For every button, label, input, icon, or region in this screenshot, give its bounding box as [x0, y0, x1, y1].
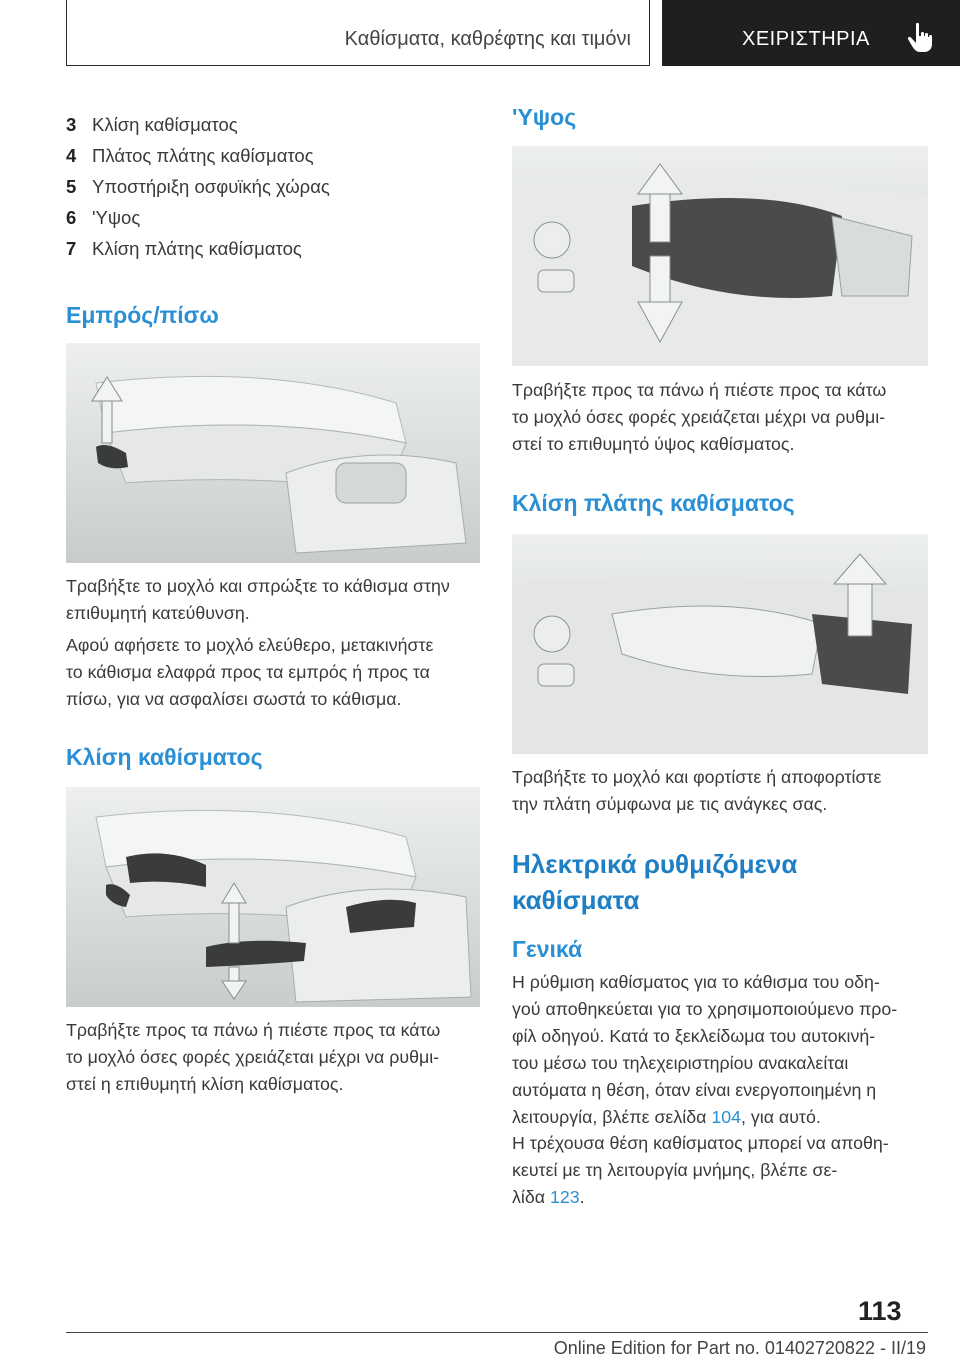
list-number: 7 — [66, 238, 77, 259]
heading-electric-seats — [512, 846, 797, 918]
text-line: στεί το επιθυμητό ύψος καθίσματος. — [512, 434, 795, 454]
text-line — [512, 1104, 928, 1131]
text-line: Τραβήξτε προς τα πάνω ή πιέστε προς τα κάτω — [66, 1020, 441, 1040]
page-number: 113 — [858, 1296, 902, 1326]
list-text: Υποστήριξη οσφυϊκής χώρας — [92, 176, 330, 197]
text-line: Η ρύθμιση καθίσματος για το κάθισμα του οδη- — [512, 972, 880, 992]
text-line: πίσω, για να ασφαλίσει σωστά το κάθισμα. — [66, 689, 402, 709]
text-fragment: λίδα — [512, 1187, 550, 1207]
text-line: κευτεί με τη λειτουργία μνήμης, βλέπε σε- — [512, 1160, 838, 1180]
heading-seat-tilt: Κλίση καθίσματος — [66, 744, 263, 770]
heading-line: καθίσματα — [512, 885, 640, 915]
list-text: Πλάτος πλάτης καθίσματος — [92, 145, 314, 166]
text-line: αυτόματα η θέση, όταν είναι ενεργοποιημένη η — [512, 1080, 877, 1100]
edition-note: Online Edition for Part no. 01402720822 - II/19 — [553, 1338, 926, 1358]
footer-divider — [66, 1332, 928, 1333]
text-fragment: . — [579, 1187, 585, 1207]
list-number: 3 — [66, 114, 77, 135]
text-fragment: , για αυτό. — [740, 1107, 821, 1127]
page-link-104[interactable]: 104 — [711, 1107, 741, 1127]
paragraph-seat-tilt — [66, 1017, 480, 1098]
chapter-tab-label: ΧΕΙΡΙΣΤΗΡΙΑ — [742, 28, 870, 50]
text-line: Αφού αφήσετε το μοχλό ελεύθερο, μετακινήστε — [66, 635, 434, 655]
header-section-box — [66, 0, 650, 66]
text-line: Τραβήξτε το μοχλό και σπρώξτε το κάθισμα στην — [66, 576, 450, 596]
text-line: Τραβήξτε το μοχλό και φορτίστε ή αποφορτίστε — [512, 767, 882, 787]
hand-pointer-icon — [906, 22, 936, 54]
list-text: Κλίση πλάτης καθίσματος — [92, 238, 302, 259]
heading-forward-back: Εμπρός/πίσω — [66, 302, 219, 328]
section-title: Καθίσματα, καθρέφτης και τιμόνι — [344, 28, 631, 50]
seat-tilt-image — [66, 787, 480, 1007]
paragraph-forward-back-2 — [66, 632, 480, 713]
text-line — [512, 1184, 928, 1211]
paragraph-backrest — [512, 764, 928, 818]
text-line: επιθυμητή κατεύθυνση. — [66, 603, 250, 623]
text-line: Η τρέχουσα θέση καθίσματος μπορεί να αποθη- — [512, 1133, 889, 1153]
paragraph-forward-back-1 — [66, 573, 480, 627]
chapter-tab[interactable] — [662, 0, 960, 66]
list-text: Κλίση καθίσματος — [92, 114, 238, 135]
text-fragment: λειτουργία, βλέπε σελίδα — [512, 1107, 712, 1127]
heading-line: Ηλεκτρικά ρυθμιζόμενα — [512, 849, 798, 879]
paragraph-electric-1 — [512, 969, 928, 1131]
paragraph-height — [512, 377, 928, 458]
seat-height-image — [512, 146, 928, 366]
heading-general: Γενικά — [512, 936, 583, 962]
list-number: 5 — [66, 176, 77, 197]
heading-height: 'Υψος — [512, 104, 577, 130]
text-line: στεί η επιθυμητή κλίση καθίσματος. — [66, 1074, 344, 1094]
paragraph-electric-2 — [512, 1130, 928, 1211]
heading-backrest: Κλίση πλάτης καθίσματος — [512, 490, 795, 516]
text-line: το κάθισμα ελαφρά προς τα εμπρός ή προς τα — [66, 662, 430, 682]
text-line: γού αποθηκεύεται για το χρησιμοποιούμενο προ- — [512, 999, 898, 1019]
seat-forward-back-image — [66, 343, 480, 563]
text-line: φίλ οδηγού. Κατά το ξεκλείδωμα του αυτοκινή- — [512, 1026, 876, 1046]
list-number: 4 — [66, 145, 77, 166]
text-line: του μέσω του τηλεχειριστηρίου ανακαλείται — [512, 1053, 849, 1073]
text-line: το μοχλό όσες φορές χρειάζεται μέχρι να ρυθμι- — [512, 407, 886, 427]
text-line: το μοχλό όσες φορές χρειάζεται μέχρι να ρυθμι- — [66, 1047, 440, 1067]
backrest-tilt-image — [512, 534, 928, 754]
text-line: την πλάτη σύμφωνα με τις ανάγκες σας. — [512, 794, 828, 814]
list-number: 6 — [66, 207, 77, 228]
text-line: Τραβήξτε προς τα πάνω ή πιέστε προς τα κάτω — [512, 380, 887, 400]
list-text: 'Υψος — [92, 207, 141, 228]
page-link-123[interactable]: 123 — [549, 1187, 580, 1207]
